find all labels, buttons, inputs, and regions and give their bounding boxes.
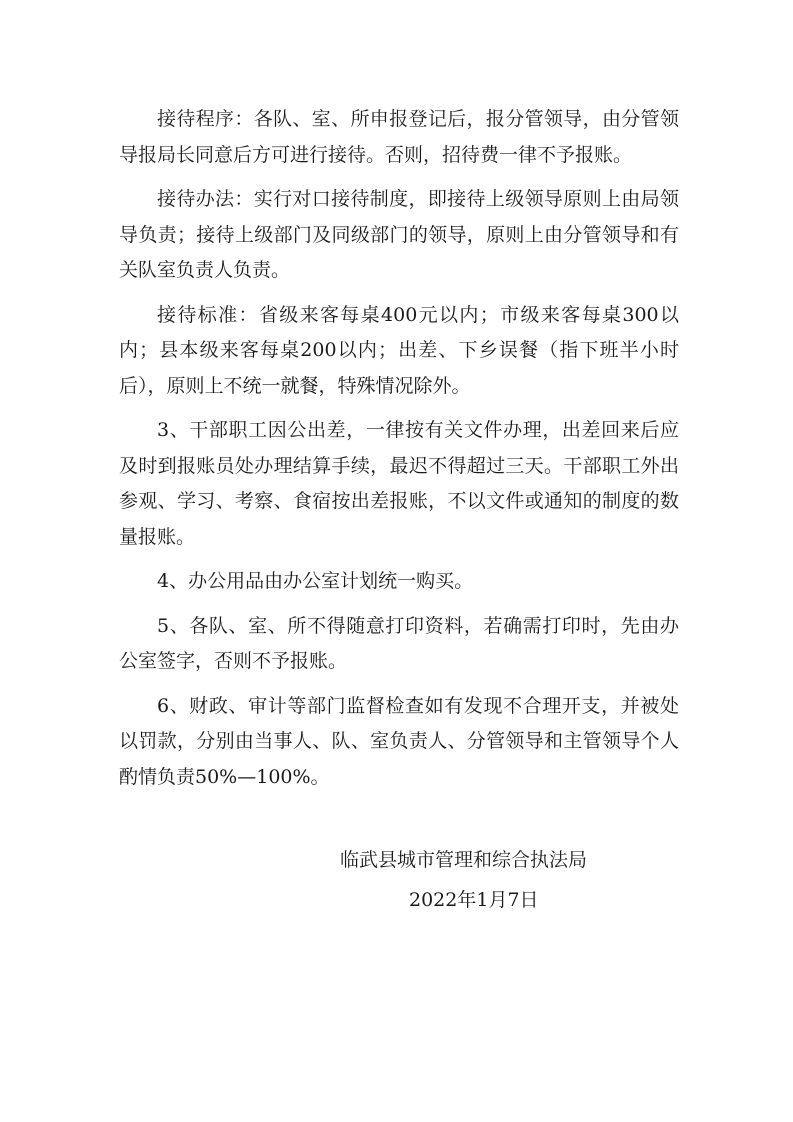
paragraph-audit-penalty: 6、财政、审计等部门监督检查如有发现不合理开支，并被处以罚款，分别由当事人、队、室负责人、分管领导和主管领导个人酌情负责50%—100%。 xyxy=(119,694,679,788)
paragraph-reception-standard: 接待标准：省级来客每桌400元以内；市级来客每桌300以内；县本级来客每桌200以内；出差、下乡误餐（指下班半小时后），原则上不统一就餐，特殊情况除外。 xyxy=(119,303,679,397)
paragraph-office-supplies: 4、办公用品由办公室计划统一购买。 xyxy=(157,570,474,592)
signature-block xyxy=(340,840,660,920)
paragraph-printing: 5、各队、室、所不得随意打印资料，若确需打印时，先由办公室签字，否则不予报账。 xyxy=(119,614,679,672)
paragraph-reception-method: 接待办法：实行对口接待制度，即接待上级领导原则上由局领导负责；接待上级部门及同级部门的领导，原则上由分管领导和有关队室负责人负责。 xyxy=(119,188,679,281)
paragraph-reception-procedure: 接待程序：各队、室、所申报登记后，报分管领导，由分管领导报局长同意后方可进行接待。否则，招待费一律不予报账。 xyxy=(119,108,679,166)
issuing-organization: 临武县城市管理和综合执法局 xyxy=(340,849,588,871)
document-body xyxy=(119,102,679,804)
issue-date: 2022年1月7日 xyxy=(409,889,539,911)
paragraph-business-travel: 3、干部职工因公出差，一律按有关文件办理，出差回来后应及时到报账员处办理结算手续，最迟不得超过三天。干部职工外出参观、学习、考察、食宿按出差报账，不以文件或通知的制度的数量报账。 xyxy=(119,419,679,548)
